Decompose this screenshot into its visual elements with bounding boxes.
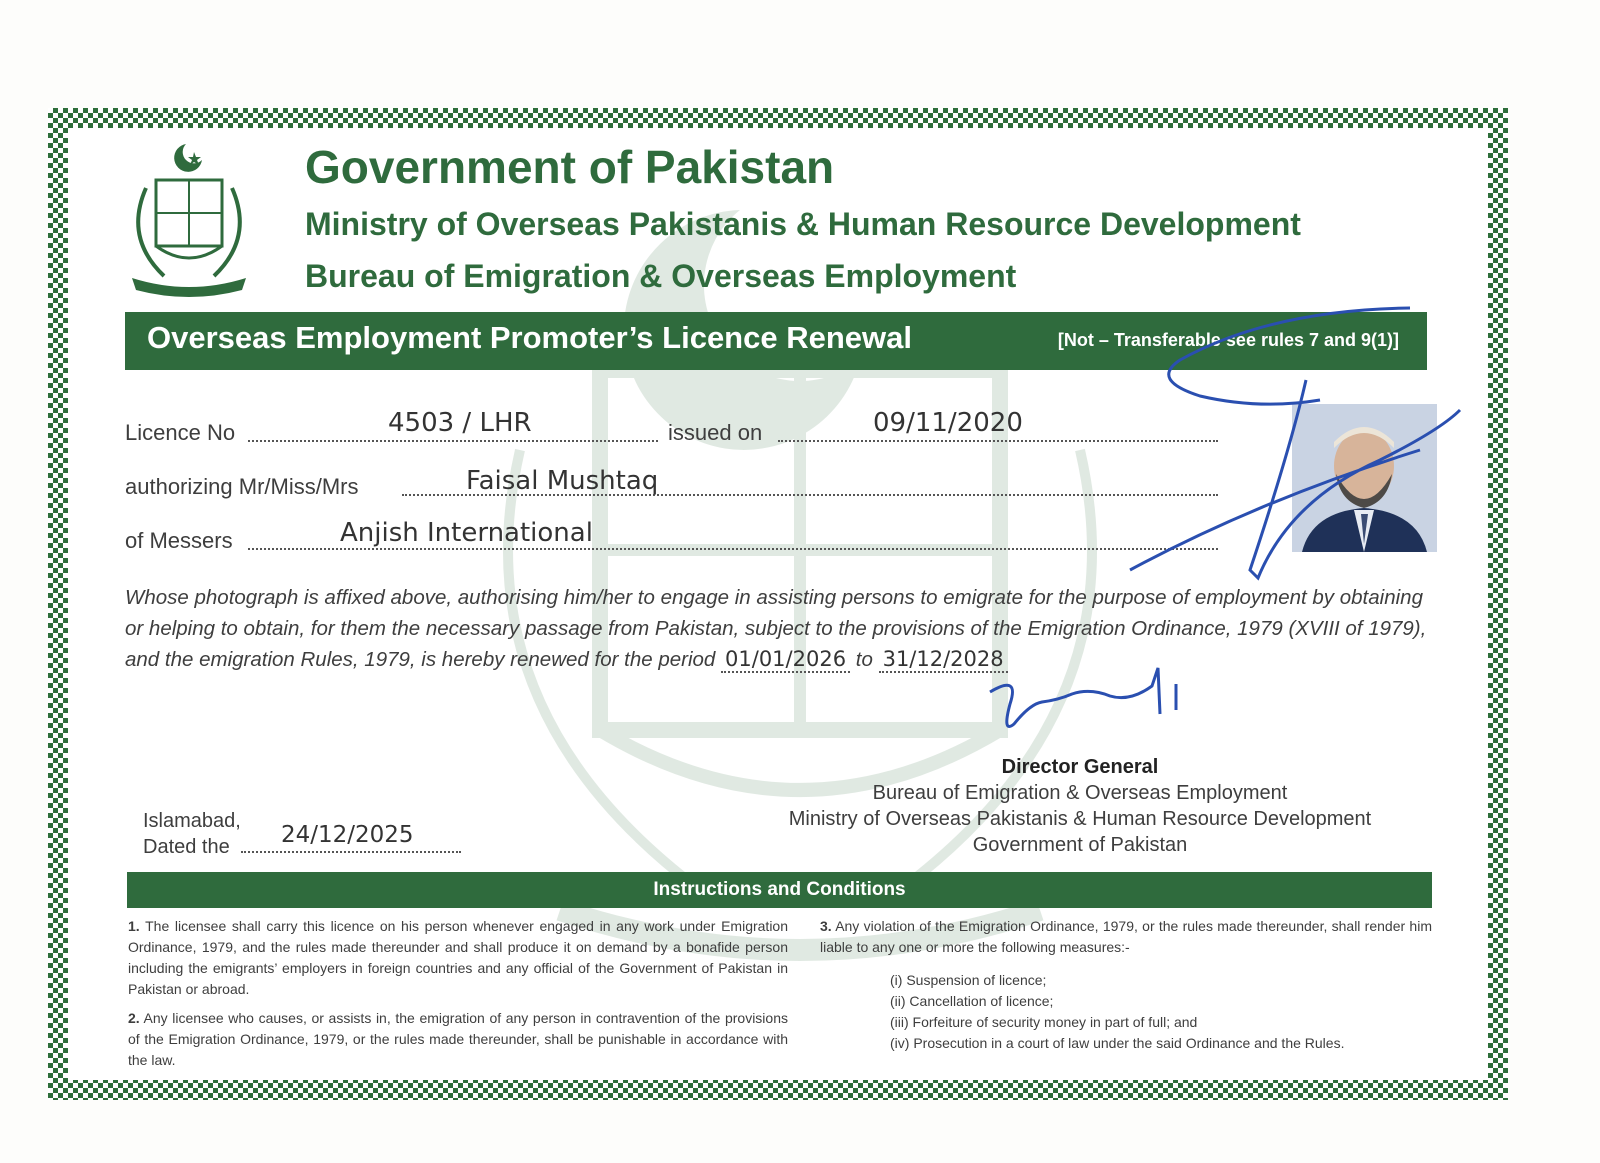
director-signature-icon: [980, 664, 1220, 744]
paragraph-line-1: Whose photograph is affixed above, authorising him/her to engage in assisting persons to emigrate for the purpose of employment by obtaining: [125, 586, 1423, 609]
measures-list: [890, 970, 1344, 1054]
place-date-block: [143, 808, 461, 860]
bureau-heading: Bureau of Emigration & Overseas Employment: [305, 258, 1017, 294]
instruction-3: [820, 916, 1432, 958]
dated-dots: [241, 851, 461, 853]
instruction-1-text: The licensee shall carry this licence on his person whenever engaged in any work under Emigration Ordinance, 1979, and the rules made thereunder and shall produce it on demand by a bonafide person including the emigrants’ employers in foreign countries and any official of the Government of Pakistan in Pakistan or abroad.: [128, 918, 789, 997]
messers-value: Anjish International: [340, 518, 593, 548]
paragraph-line-2: or helping to obtain, for them the necessary passage from Pakistan, subject to the provisions of the Emigration Ordinance, 1979 (XVIII of 1979),: [125, 617, 1427, 640]
measure-item: (iv) Prosecution in a court of law under the said Ordinance and the Rules.: [890, 1035, 1345, 1051]
instructions-left-column: [128, 916, 788, 1079]
issued-on-label: issued on: [668, 420, 763, 445]
signatory-line-1: Bureau of Emigration & Overseas Employment: [872, 782, 1288, 804]
government-heading: Government of Pakistan: [305, 141, 835, 193]
signatory-line-2: Ministry of Overseas Pakistanis & Human Resource Development: [788, 808, 1372, 830]
instruction-2: [128, 1008, 788, 1071]
licence-no-dots: [248, 440, 658, 442]
period-from-value: 01/01/2026: [721, 647, 850, 673]
instruction-1-number: 1.: [128, 918, 140, 934]
signatory-title: Director General: [1001, 756, 1159, 778]
measure-item: (ii) Cancellation of licence;: [890, 993, 1054, 1009]
dated-row: [143, 822, 461, 860]
signatory-block: [780, 754, 1380, 858]
instruction-1: [128, 916, 788, 1000]
messers-label: of Messers: [125, 528, 233, 553]
instructions-right-column: [820, 916, 1432, 966]
period-to-value: 31/12/2028: [879, 647, 1008, 673]
period-to-word: to: [855, 648, 873, 671]
paragraph-line-3: [125, 644, 1445, 675]
paragraph-line-3-text: and the emigration Rules, 1979, is hereby renewed for the period: [125, 648, 716, 671]
instruction-2-text: Any licensee who causes, or assists in, the emigration of any person in contravention of the provisions of the Emigration Ordinance, 1979, or the rules made thereunder, shall be punishable in accordance with the law.: [128, 1010, 788, 1068]
licence-no-value: 4503 / LHR: [388, 408, 532, 438]
measure-item: (i) Suspension of licence;: [890, 972, 1047, 988]
instruction-2-number: 2.: [128, 1010, 140, 1026]
signatory-line-3: Government of Pakistan: [972, 834, 1188, 856]
instruction-3-number: 3.: [820, 918, 832, 934]
dated-value: 24/12/2025: [281, 822, 414, 848]
state-emblem-icon: [118, 138, 260, 300]
messers-dots: [248, 548, 1218, 550]
photo-signature-icon: [1120, 300, 1480, 590]
authorizing-label: authorizing Mr/Miss/Mrs: [125, 474, 359, 499]
instructions-heading: Instructions and Conditions: [127, 872, 1432, 908]
dated-label: Dated the: [143, 836, 230, 858]
measure-item: (iii) Forfeiture of security money in part of full; and: [890, 1014, 1198, 1030]
authorizing-value: Faisal Mushtaq: [466, 466, 659, 496]
licence-no-label: Licence No: [125, 420, 236, 445]
issued-on-value: 09/11/2020: [873, 408, 1023, 438]
banner-title: Overseas Employment Promoter’s Licence Renewal: [147, 320, 912, 355]
authorisation-paragraph: [125, 582, 1445, 675]
ministry-heading: Ministry of Overseas Pakistanis & Human Resource Development: [305, 206, 1301, 242]
banner-note: [Not – Transferable see rules 7 and 9(1)]: [1057, 330, 1399, 350]
place-city: Islamabad,: [143, 810, 241, 832]
instruction-3-text: Any violation of the Emigration Ordinance, 1979, or the rules made thereunder, shall render him liable to any one or more the following measures:-: [820, 918, 1432, 955]
